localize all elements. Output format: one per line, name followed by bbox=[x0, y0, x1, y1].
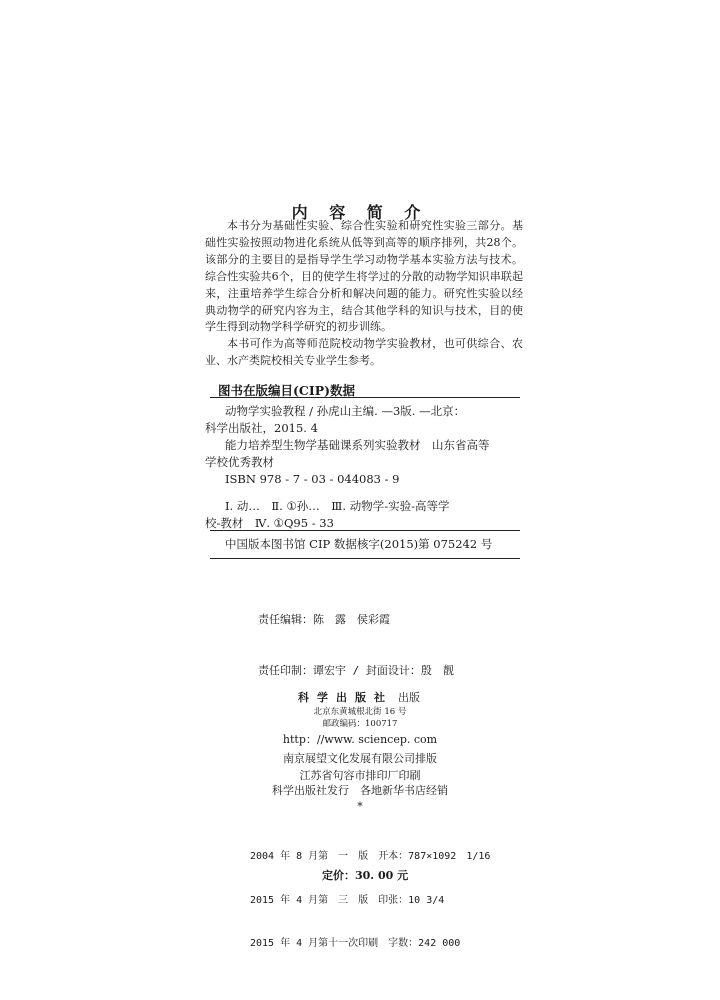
publisher-name: 科学出版社 bbox=[298, 691, 393, 704]
separator-star: * bbox=[357, 800, 363, 813]
intro-body bbox=[205, 218, 523, 370]
cip-line: 能力培养型生物学基础课系列实验教材 山东省高等 bbox=[225, 438, 490, 452]
typesetter: 南京展望文化发展有限公司排版 bbox=[283, 752, 437, 765]
intro-paragraph: 本书分为基础性实验、综合性实验和研究性实验三部分。基础性实验按照动物进化系统从低等到高等的顺序排列，共28个。该部分的主要目的是指导学生学习动物学基本实验方法与技术。综合性实验共6个，目的使学生将学过的分散的动物学知识串联起来，注重培养学生综合分析和解决问题的能力。研究性实验以经典动物学的研究内容为主，结合其他学科的知识与技术，目的使学生得到动物学科学研究的初步训练。 bbox=[205, 219, 523, 334]
cip-number: 中国版本图书馆 CIP 数据核字(2015)第 075242 号 bbox=[225, 537, 493, 551]
intro-title: 内 容 简 介 bbox=[291, 203, 429, 222]
editor-line: 责任印制：谭宏宇 / 封面设计：殷 靓 bbox=[258, 664, 454, 677]
editor-line: 责任编辑：陈 露 侯彩霞 bbox=[258, 613, 390, 626]
price: 定价：30. 00 元 bbox=[322, 869, 409, 882]
publisher-url: http：//www. sciencep. com bbox=[282, 733, 438, 746]
cip-line: 动物学实验教程 / 孙虎山主编. —3版. —北京： bbox=[225, 404, 466, 418]
cip-bottom-rule bbox=[210, 558, 520, 559]
edition-specs bbox=[250, 821, 490, 966]
cip-top-rule bbox=[210, 397, 520, 398]
distribution: 科学出版社发行 各地新华书店经销 bbox=[272, 784, 448, 797]
cip-block bbox=[205, 403, 523, 532]
cip-classification: Ⅰ. 动… Ⅱ. ①孙… Ⅲ. 动物学-实验-高等学 bbox=[225, 499, 450, 513]
edition-line: 2015 年 4 月第 三 版 印张：10 3/4 bbox=[250, 894, 445, 906]
cip-number-block bbox=[205, 536, 523, 553]
cip-classification: 校-教材 Ⅳ. ①Q95 - 33 bbox=[205, 516, 334, 530]
editors-block bbox=[258, 577, 454, 696]
publisher-postcode: 邮政编码：100717 bbox=[322, 719, 398, 729]
publisher-address: 北京东黄城根北街 16 号 bbox=[313, 707, 407, 717]
cip-line: 科学出版社，2015. 4 bbox=[205, 421, 318, 435]
edition-line: 2015 年 4 月第十一次印刷 字数：242 000 bbox=[250, 938, 461, 949]
cip-isbn: ISBN 978 - 7 - 03 - 044083 - 9 bbox=[225, 472, 400, 486]
cip-middle-rule bbox=[210, 530, 520, 531]
cip-title: 图书在版编目(CIP)数据 bbox=[218, 383, 356, 398]
cip-line: 学校优秀教材 bbox=[205, 455, 274, 469]
intro-paragraph: 本书可作为高等师范院校动物学实验教材，也可供综合、农业、水产类院校相关专业学生参考。 bbox=[205, 337, 523, 368]
edition-line: 2004 年 8 月第 一 版 开本：787×1092 1/16 bbox=[250, 851, 491, 862]
printer: 江苏省句容市排印厂印刷 bbox=[299, 769, 421, 782]
publisher-suffix: 出版 bbox=[398, 691, 420, 704]
